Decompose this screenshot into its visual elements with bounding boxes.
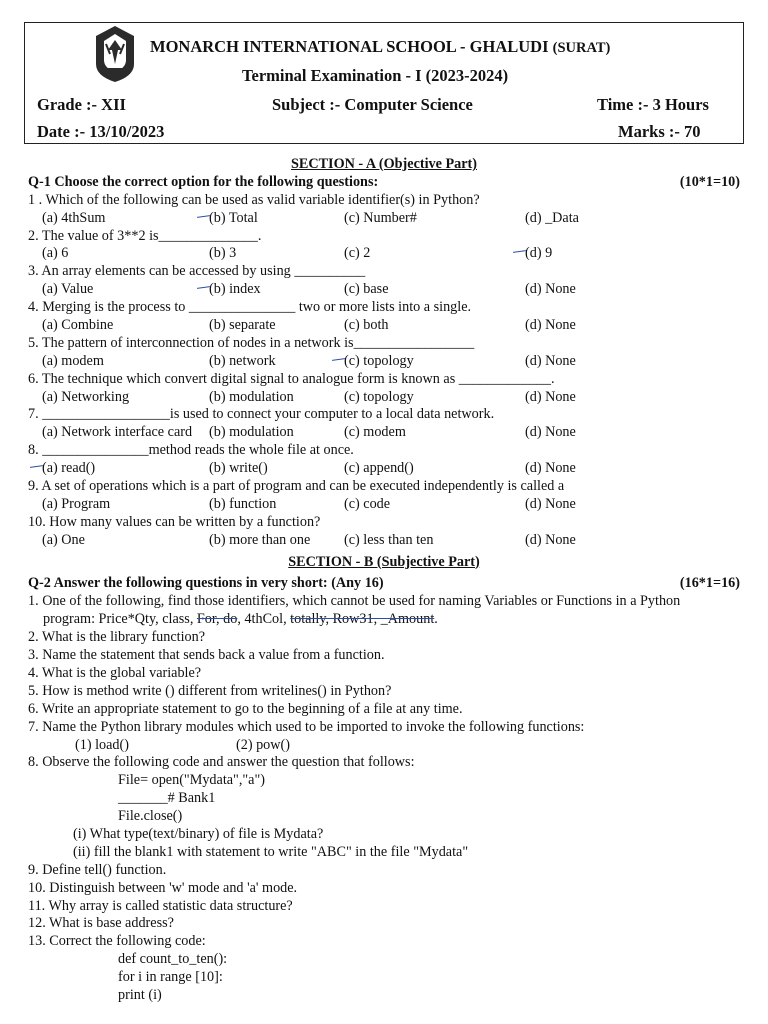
code-line: _______# Bank1: [118, 790, 216, 807]
mcq-option: (b) network: [209, 352, 276, 369]
school-logo: [92, 24, 138, 84]
mcq-option: (d) None: [525, 388, 576, 405]
mcq-option: (b) 3: [209, 245, 237, 262]
code-line: print (i): [118, 986, 162, 1003]
code-line: for i in range [10]:: [118, 969, 223, 986]
section-b-title: SECTION - B (Subjective Part): [288, 553, 480, 570]
mcq-options-row: [28, 317, 740, 335]
mcq-option: (a) modem: [42, 352, 104, 369]
mcq-option: (d) None: [525, 531, 576, 548]
mcq-option: (c) topology: [344, 388, 414, 405]
question-item: 12. What is base address?: [28, 915, 174, 932]
q2-heading-row: [28, 575, 740, 593]
sub-question: (ii) fill the blank1 with statement to write "ABC" in the file "Mydata": [73, 843, 469, 860]
question-item: 11. Why array is called statistic data structure?: [28, 897, 293, 914]
mcq-option: (b) write(): [209, 460, 268, 477]
mcq-option: (b) index: [209, 281, 261, 298]
mcq-option: (d) None: [525, 495, 576, 512]
question-item: 5. How is method write () different from writelines() in Python?: [28, 682, 392, 699]
mcq-option: (c) Number#: [344, 209, 417, 226]
struck-answer: totally, Row31, _Amount: [290, 611, 435, 628]
mcq-option: (d) 9: [525, 245, 553, 262]
question-item: 4. What is the global variable?: [28, 664, 202, 681]
section-a-title: SECTION - A (Objective Part): [291, 156, 477, 172]
question-item: 2. What is the library function?: [28, 629, 206, 646]
q1-heading: Q-1 Choose the correct option for the following questions:: [28, 173, 379, 190]
mcq-option: (b) more than one: [209, 531, 311, 548]
mcq-option: (c) modem: [344, 424, 406, 441]
mcq-options-row: [28, 281, 740, 299]
mcq-option: (c) code: [344, 495, 391, 512]
mcq-option: (c) less than ten: [344, 531, 434, 548]
mcq-option: (a) 6: [42, 245, 69, 262]
question-item: 3. Name the statement that sends back a value from a function.: [28, 647, 385, 664]
date-label: Date :- 13/10/2023: [37, 122, 165, 141]
mcq-options-row: [28, 460, 740, 478]
code-line: def count_to_ten():: [118, 951, 228, 968]
q1-heading-row: [28, 174, 740, 192]
mcq-question: 2. The value of 3**2 is______________.: [28, 227, 262, 244]
mcq-option: (a) One: [42, 531, 85, 548]
mcq-option: (a) Networking: [42, 388, 130, 405]
time-label: Time :- 3 Hours: [597, 95, 709, 114]
question-item: 9. Define tell() function.: [28, 861, 167, 878]
mcq-option: (c) both: [344, 317, 389, 334]
mcq-question: 5. The pattern of interconnection of nodes in a network is_________________: [28, 334, 475, 351]
mcq-list: [28, 192, 740, 550]
mcq-options-row: [28, 353, 740, 371]
mcq-option: (d) None: [525, 460, 576, 477]
mcq-option: (d) None: [525, 352, 576, 369]
exam-body: [28, 156, 740, 1005]
question-item: 10. Distinguish between 'w' mode and 'a' mode.: [28, 879, 298, 896]
mcq-option: (b) modulation: [209, 424, 294, 441]
q8-subquestions: [28, 826, 740, 862]
mcq-option: (b) function: [209, 495, 277, 512]
mcq-option: (b) modulation: [209, 388, 294, 405]
mcq-options-row: [28, 210, 740, 228]
mcq-options-row: [28, 532, 740, 550]
q7-option-1: (1) load(): [75, 736, 129, 753]
q2-item-1-line2: program: Price*Qty, class, For, do, 4thCol, totally, Row31, _Amount.: [43, 611, 438, 628]
school-name: MONARCH INTERNATIONAL SCHOOL - GHALUDI (SURAT): [150, 37, 611, 56]
mcq-question: 4. Merging is the process to _______________ two or more lists into a single.: [28, 299, 472, 316]
mcq-option: (d) None: [525, 317, 576, 334]
mcq-question: 10. How many values can be written by a function?: [28, 513, 321, 530]
mcq-question: 9. A set of operations which is a part of program and can be executed independently is called a: [28, 478, 565, 495]
q2-marks: (16*1=16): [679, 575, 740, 592]
mcq-option: (c) base: [344, 281, 389, 298]
mcq-option: (c) append(): [344, 460, 414, 477]
q7-option-2: (2) pow(): [236, 736, 290, 753]
sub-question: (i) What type(text/binary) of file is Mydata?: [73, 825, 324, 842]
mcq-option: (d) None: [525, 424, 576, 441]
exam-title: Terminal Examination - I (2023-2024): [242, 66, 509, 85]
subject-label: Subject :- Computer Science: [272, 95, 473, 114]
question-item: 7. Name the Python library modules which used to be imported to invoke the following functions:: [28, 718, 585, 735]
code-block-q8: [28, 772, 740, 826]
mcq-option: (d) _Data: [525, 209, 579, 226]
mcq-option: (d) None: [525, 281, 576, 298]
marks-label: Marks :- 70: [618, 122, 701, 141]
mcq-options-row: [28, 245, 740, 263]
mcq-option: (a) Combine: [42, 317, 114, 334]
q7-options: [28, 737, 740, 755]
mcq-options-row: [28, 389, 740, 407]
q2-heading: Q-2 Answer the following questions in very short: (Any 16): [28, 575, 384, 592]
code-line: File.close(): [118, 808, 183, 825]
mcq-option: (a) Program: [42, 495, 111, 512]
q2-item-8: 8. Observe the following code and answer the question that follows:: [28, 754, 415, 771]
mcq-question: 1 . Which of the following can be used as valid variable identifier(s) in Python?: [28, 191, 480, 208]
mcq-question: 8. _______________method reads the whole file at once.: [28, 442, 354, 459]
mcq-question: 6. The technique which convert digital signal to analogue form is known as _____________.: [28, 370, 555, 387]
struck-answer: For, do: [196, 611, 238, 628]
code-block-q13: [28, 951, 740, 1005]
q1-marks: (10*1=10): [679, 173, 740, 190]
mcq-options-row: [28, 424, 740, 442]
mcq-option: (a) Network interface card: [42, 424, 193, 441]
question-item: 6. Write an appropriate statement to go to the beginning of a file at any time.: [28, 700, 463, 717]
mcq-option: (c) topology: [344, 352, 414, 369]
question-list-a: [28, 629, 740, 736]
mcq-option: (b) Total: [209, 209, 258, 226]
question-item: 13. Correct the following code:: [28, 933, 206, 950]
question-list-b: [28, 862, 740, 951]
mcq-option: (b) separate: [209, 317, 276, 334]
mcq-options-row: [28, 496, 740, 514]
mcq-option: (a) Value: [42, 281, 94, 298]
mcq-option: (a) read(): [42, 460, 96, 477]
code-line: File= open("Mydata","a"): [118, 772, 265, 789]
grade-label: Grade :- XII: [37, 95, 126, 114]
mcq-option: (a) 4thSum: [42, 209, 106, 226]
q2-item-1-line1: 1. One of the following, find those identifiers, which cannot be used for naming Variables or Functions in a Python: [28, 593, 681, 610]
mcq-option: (c) 2: [344, 245, 371, 262]
mcq-question: 3. An array elements can be accessed by using __________: [28, 263, 366, 280]
mcq-question: 7. __________________is used to connect your computer to a local data network.: [28, 406, 495, 423]
